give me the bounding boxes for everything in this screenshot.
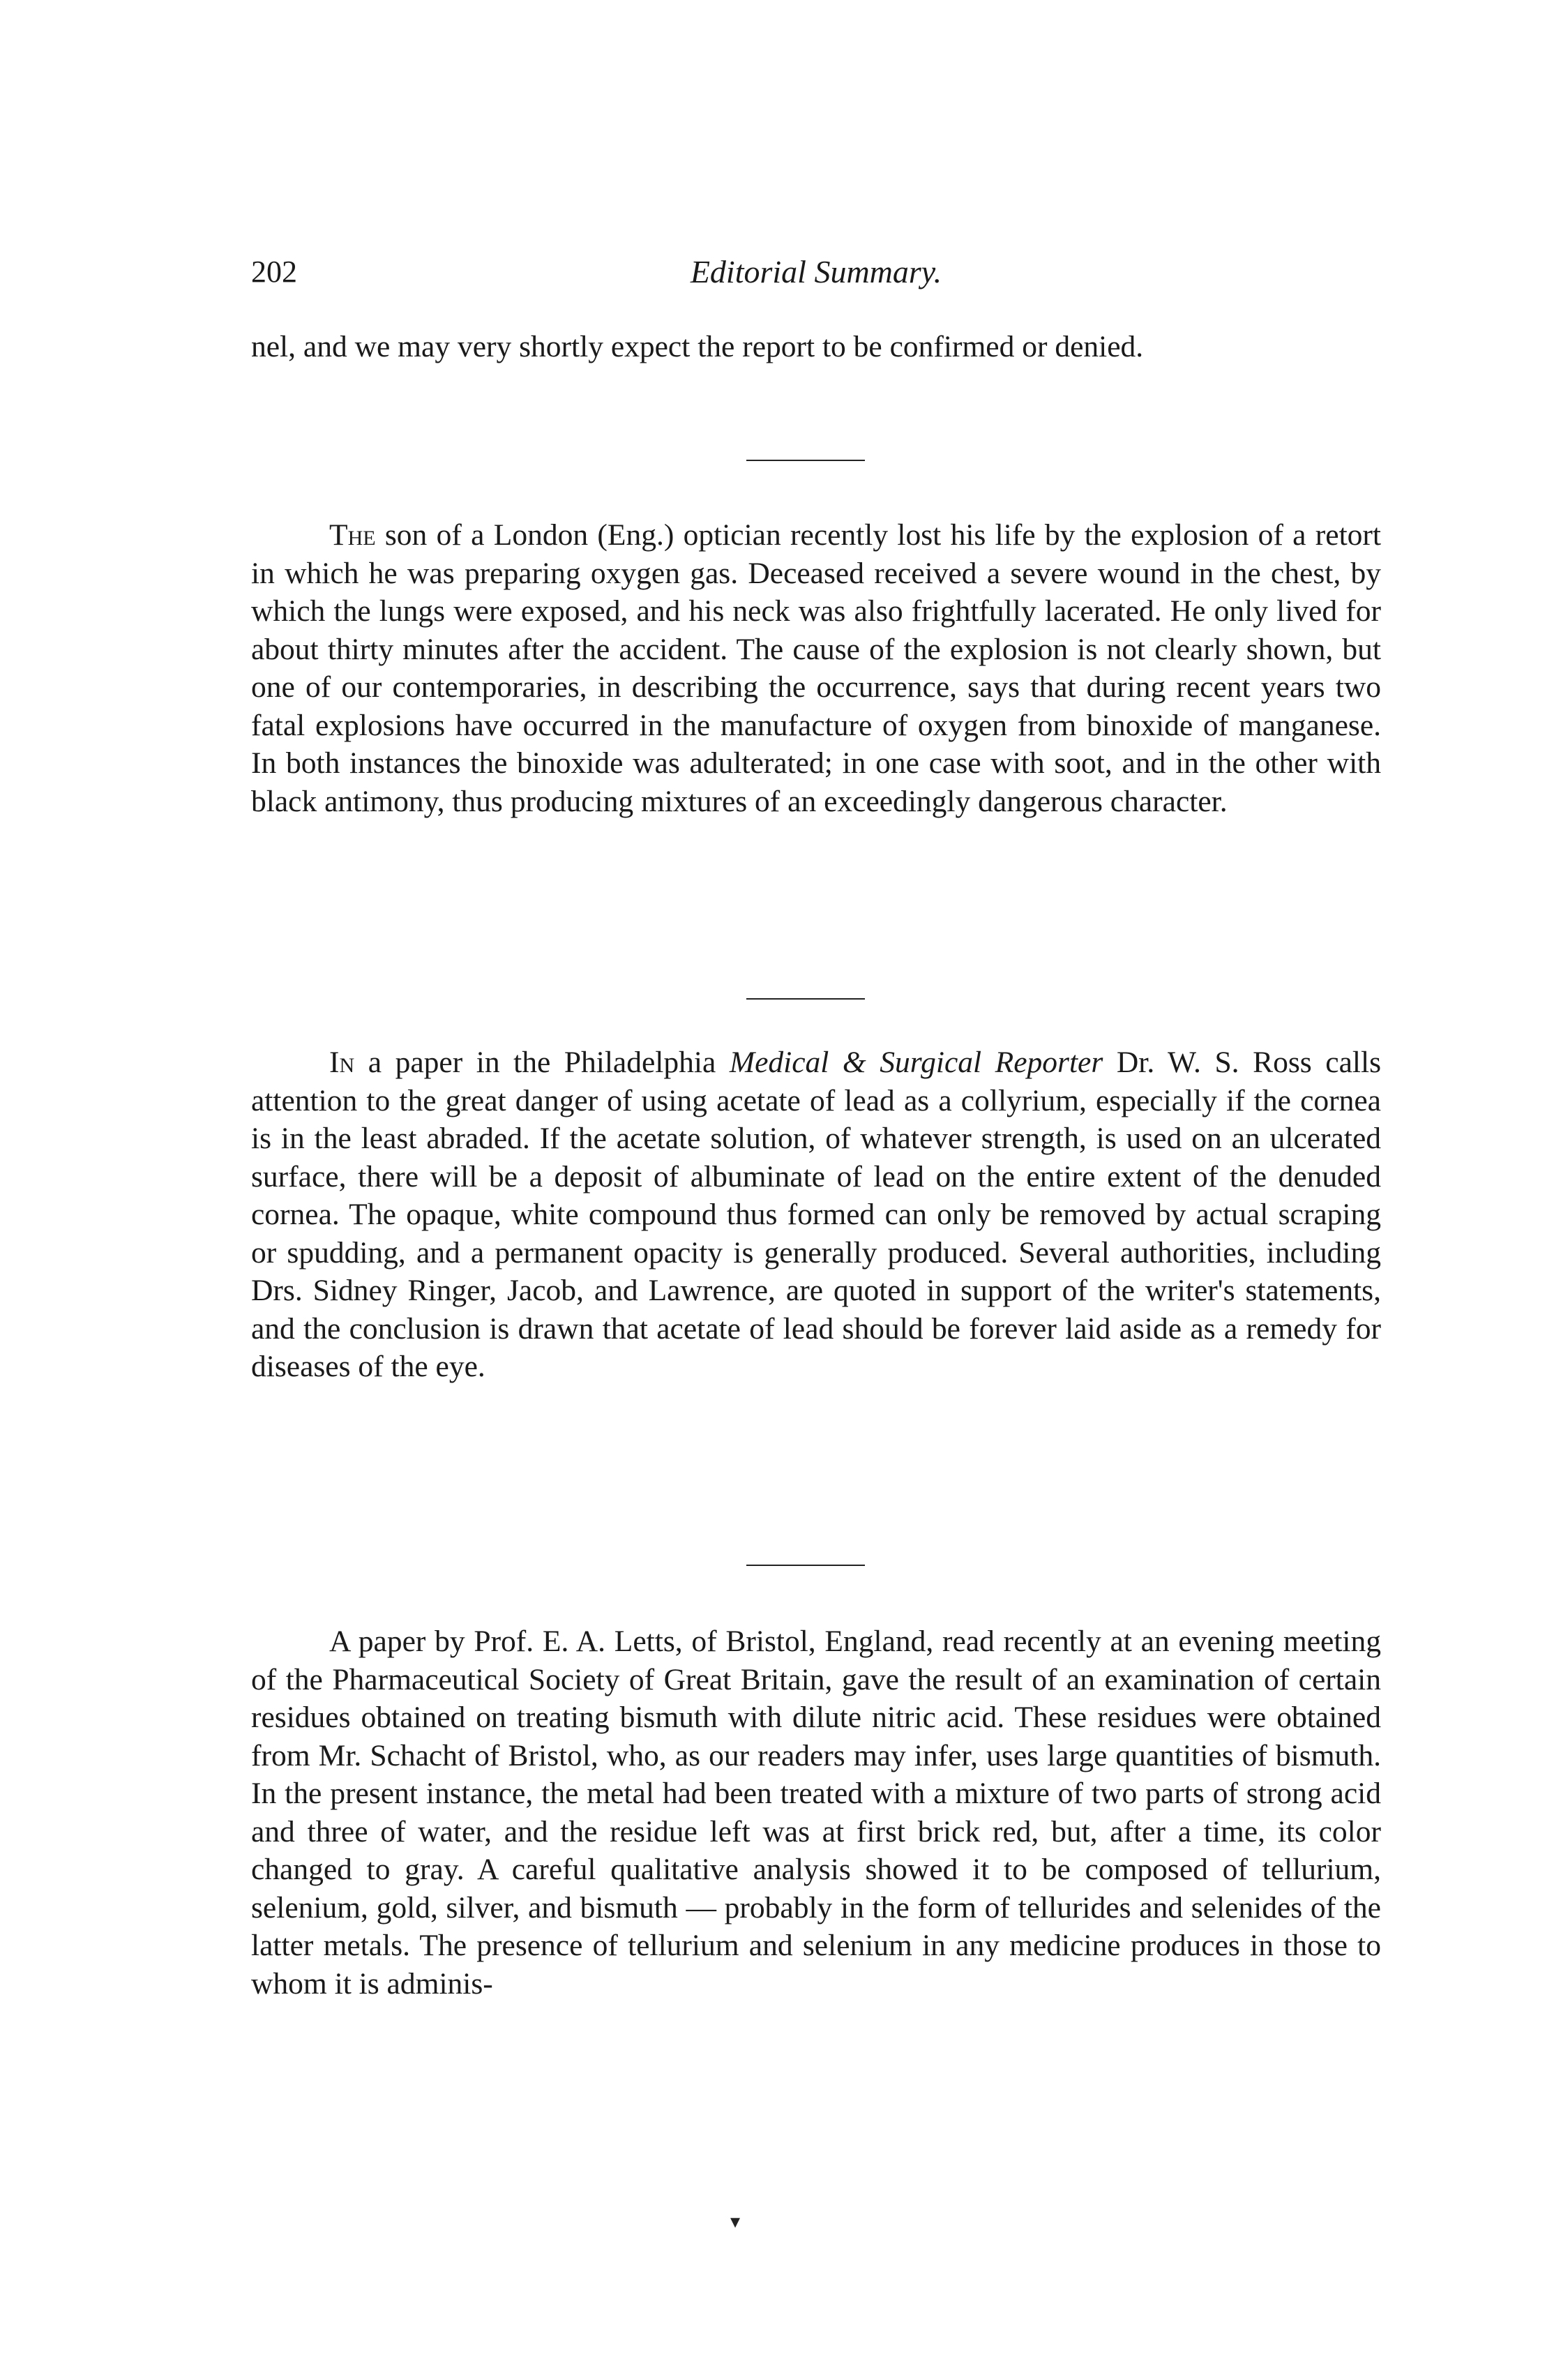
page-number: 202 bbox=[251, 255, 297, 289]
paragraph-text: A paper by Prof. E. A. Letts, of Bristol, England, read recently at an evening meeting of the Pharmaceutical Society of Great Britain, gave the result of an examination of certain residues obtained on treating bismuth with dilute nitric acid. These residues were obtained from Mr. Schacht of Bristol, who, as our readers may infer, uses large quantities of bismuth. In the present instance, the metal had been treated with a mixture of two parts of strong acid and three of water, and the residue left was at first brick red, but, after a time, its color changed to gray. A careful qualitative analysis showed it to be composed of tellurium, selenium, gold, silver, and bismuth — probably in the form of tellurides and selenides of the latter metals. The presence of tellurium and selenium in any medicine produces in those to whom it is adminis- bbox=[251, 1625, 1381, 2001]
printer-mark: ▾ bbox=[730, 2211, 741, 2233]
oxygen-explosion-paragraph bbox=[251, 516, 1381, 820]
section-divider bbox=[746, 998, 865, 1000]
bismuth-residues-paragraph bbox=[251, 1622, 1381, 2003]
page-header bbox=[251, 251, 1381, 293]
paragraph-text: son of a London (Eng.) optician recently lost his life by the explosion of a retort in which he was preparing oxygen gas. Deceased received a severe wound in the chest, by which the lungs were exposed, and his neck was also frightfully lacerated. He only lived for about thirty minutes after the accident. The cause of the explosion is not clearly shown, but one of our contemporaries, in describing the occurrence, says that during recent years two fatal explosions have occurred in the manufacture of oxygen from binoxide of manganese. In both instances the binoxide was adulterated; in one case with soot, and in the other with black antimony, thus producing mixtures of an exceedingly dangerous character. bbox=[251, 518, 1381, 818]
journal-title: Medical & Surgical Reporter bbox=[729, 1046, 1103, 1079]
running-title: Editorial Summary. bbox=[690, 254, 942, 289]
continuation-text: nel, and we may very shortly expect the report to be confirmed or denied. bbox=[251, 330, 1144, 363]
paragraph-text-before: a paper in the Philadelphia bbox=[354, 1046, 730, 1079]
continuation-paragraph bbox=[251, 328, 1381, 366]
acetate-of-lead-paragraph bbox=[251, 1044, 1381, 1386]
paragraph-lead: The bbox=[329, 518, 376, 552]
section-divider bbox=[746, 460, 865, 461]
paragraph-text-after: Dr. W. S. Ross calls attention to the great danger of using acetate of lead as a collyrium, especially if the cornea is in the least abraded. If the acetate solution, of whatever strength, is used on an ulcerated surface, there will be a deposit of albuminate of lead on the entire extent of the denuded cornea. The opaque, white compound thus formed can only be removed by actual scraping or spudding, and a permanent opacity is generally produced. Several authorities, including Drs. Sidney Ringer, Jacob, and Lawrence, are quoted in support of the writer's statements, and the conclusion is drawn that acetate of lead should be forever laid aside as a remedy for diseases of the eye. bbox=[251, 1046, 1382, 1383]
paragraph-lead: In bbox=[329, 1046, 355, 1079]
section-divider bbox=[746, 1565, 865, 1566]
